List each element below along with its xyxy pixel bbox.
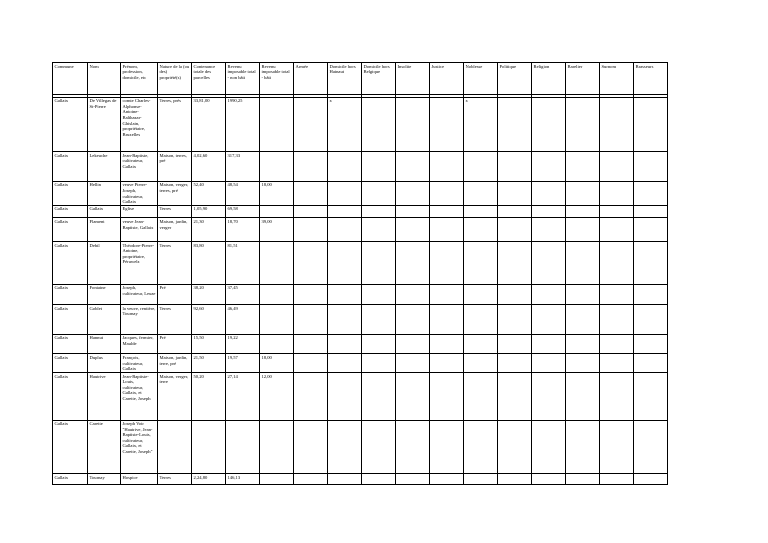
cell-nom: Duplus: [88, 354, 121, 373]
cell-contenance: 21,30: [192, 218, 226, 242]
header-cell: Nature de la (ou des) propriété(s): [158, 63, 192, 95]
cell-rb: [260, 334, 294, 354]
cell-surnom: [600, 218, 634, 242]
cell-justice: [430, 218, 464, 242]
cell-prenom: comte Charles-Alphonse-Antoine-Balthazar-Ghislain, propriétaire, Bruxelles: [121, 97, 158, 152]
cell-commune: Gallaix: [53, 97, 88, 152]
cell-commune: Gallaix: [53, 354, 88, 373]
cell-justice: [430, 284, 464, 305]
cell-rb: 18,00: [260, 181, 294, 205]
cell-politique: [498, 372, 532, 420]
cell-rb: [260, 205, 294, 218]
cell-commune: Gallaix: [53, 205, 88, 218]
table-row: [53, 420, 668, 474]
cell-religion: [532, 152, 566, 182]
cell-surnom: [600, 334, 634, 354]
cell-brasseurs: [634, 284, 668, 305]
cell-rb: [260, 305, 294, 335]
cell-insolite: [396, 241, 430, 284]
cell-commune: Gallaix: [53, 334, 88, 354]
cell-contenance: 2,24,80: [192, 474, 226, 485]
cell-brasseurs: [634, 97, 668, 152]
cell-politique: [498, 354, 532, 373]
cell-nom: Gallaix: [88, 205, 121, 218]
cell-hors-belgique: [362, 205, 396, 218]
header-row: [53, 63, 668, 95]
cell-justice: [430, 205, 464, 218]
cell-armee: [294, 97, 328, 152]
cell-surnom: [600, 420, 634, 474]
cell-contenance: 92,60: [192, 305, 226, 335]
header-cell: Revenu imposable total - non bâti: [226, 63, 260, 95]
cell-prenom: Joseph, cultivateur, Leuze: [121, 284, 158, 305]
cell-religion: [532, 354, 566, 373]
cell-surnom: [600, 241, 634, 284]
table-row: [53, 205, 668, 218]
cell-armee: [294, 181, 328, 205]
cell-brasseurs: [634, 372, 668, 420]
cell-barelier: [566, 284, 600, 305]
cell-hors-belgique: [362, 474, 396, 485]
header-cell: Armée: [294, 63, 328, 95]
cell-contenance: 38,20: [192, 284, 226, 305]
header-cell: Noblesse: [464, 63, 498, 95]
cell-prenom: Eglise: [121, 205, 158, 218]
cell-prenom: Joseph Voir "Hautrive, Jean-Baptiste-Louis, cultivateur, Gallaix, et Carette, Joseph": [121, 420, 158, 474]
cell-nature: Pré: [158, 284, 192, 305]
cell-insolite: [396, 420, 430, 474]
cell-surnom: [600, 284, 634, 305]
table-row: [53, 152, 668, 182]
cell-religion: [532, 372, 566, 420]
cell-commune: Gallaix: [53, 218, 88, 242]
cell-hors-belgique: [362, 241, 396, 284]
cell-brasseurs: [634, 420, 668, 474]
cell-surnom: [600, 474, 634, 485]
cell-contenance: 52,40: [192, 181, 226, 205]
cell-contenance: 1,05,90: [192, 205, 226, 218]
cell-rb: [260, 284, 294, 305]
cell-hors-hainaut: [328, 305, 362, 335]
cell-insolite: [396, 354, 430, 373]
cell-religion: [532, 305, 566, 335]
cell-politique: [498, 474, 532, 485]
cell-insolite: [396, 305, 430, 335]
table-row: [53, 218, 668, 242]
cell-insolite: [396, 152, 430, 182]
cell-noblesse: [464, 420, 498, 474]
header-cell: Prénom, profession, domicile, etc: [121, 63, 158, 95]
cell-rnb: 27,14: [226, 372, 260, 420]
cell-hors-hainaut: [328, 181, 362, 205]
cell-hors-hainaut: [328, 218, 362, 242]
cell-noblesse: [464, 218, 498, 242]
cell-armee: [294, 305, 328, 335]
cell-hors-hainaut: [328, 474, 362, 485]
cell-nature: Maison, terres, pré: [158, 152, 192, 182]
cell-prenom: la veuve, rentière, Tournay: [121, 305, 158, 335]
cell-insolite: [396, 205, 430, 218]
cell-commune: Gallaix: [53, 181, 88, 205]
cell-hors-belgique: [362, 97, 396, 152]
cell-surnom: [600, 305, 634, 335]
cell-prenom: Jacques, fermier, Maulde: [121, 334, 158, 354]
cell-rnb: 48,54: [226, 181, 260, 205]
cell-justice: [430, 305, 464, 335]
cell-politique: [498, 284, 532, 305]
cell-hors-belgique: [362, 181, 396, 205]
cell-armee: [294, 420, 328, 474]
header-cell: Politique: [498, 63, 532, 95]
cell-hors-hainaut: [328, 241, 362, 284]
cell-surnom: [600, 372, 634, 420]
cell-brasseurs: [634, 205, 668, 218]
cell-nom: Fontaine: [88, 284, 121, 305]
cell-nature: Pré: [158, 334, 192, 354]
cell-nature: [158, 420, 192, 474]
cell-barelier: [566, 354, 600, 373]
cell-brasseurs: [634, 334, 668, 354]
cell-justice: [430, 97, 464, 152]
header-cell: Domicile hors Belgique: [362, 63, 396, 95]
cell-hors-hainaut: [328, 152, 362, 182]
cell-armee: [294, 354, 328, 373]
cell-noblesse: [464, 354, 498, 373]
table-row: [53, 474, 668, 485]
cell-politique: [498, 97, 532, 152]
cell-rnb: 1990,25: [226, 97, 260, 152]
cell-hors-hainaut: [328, 205, 362, 218]
cell-barelier: [566, 218, 600, 242]
cell-nature: Terres, prés: [158, 97, 192, 152]
cell-rb: 18,00: [260, 354, 294, 373]
table-row: [53, 372, 668, 420]
cell-politique: [498, 205, 532, 218]
cell-nom: Hannut: [88, 334, 121, 354]
cell-rnb: 18,70: [226, 218, 260, 242]
cell-nom: De Villegas de St-Pierre: [88, 97, 121, 152]
cell-rb: [260, 241, 294, 284]
cell-barelier: [566, 205, 600, 218]
cell-noblesse: [464, 205, 498, 218]
cell-rnb: 69,58: [226, 205, 260, 218]
cell-nom: Flament: [88, 218, 121, 242]
cell-rnb: 19,57: [226, 354, 260, 373]
cell-rnb: 146,13: [226, 474, 260, 485]
cell-rb: 12,00: [260, 372, 294, 420]
cell-nature: Maison, verger, terres, pré: [158, 181, 192, 205]
cell-religion: [532, 181, 566, 205]
cell-surnom: [600, 152, 634, 182]
cell-religion: [532, 97, 566, 152]
cell-armee: [294, 241, 328, 284]
cell-barelier: [566, 305, 600, 335]
cell-hors-hainaut: [328, 334, 362, 354]
header-cell: Insolite: [396, 63, 430, 95]
cell-justice: [430, 181, 464, 205]
cell-armee: [294, 152, 328, 182]
cell-noblesse: [464, 152, 498, 182]
header-cell: Nom: [88, 63, 121, 95]
cell-nature: Maison, jardin, verger: [158, 218, 192, 242]
cell-rb: [260, 474, 294, 485]
cell-hors-hainaut: x: [328, 97, 362, 152]
cell-nature: Terres: [158, 474, 192, 485]
cell-insolite: [396, 474, 430, 485]
cell-religion: [532, 420, 566, 474]
cell-rnb: 81,51: [226, 241, 260, 284]
cell-hors-hainaut: [328, 420, 362, 474]
cell-religion: [532, 284, 566, 305]
cell-prenom: veuve Pierre-Joseph, cultivateur, Gallaix: [121, 181, 158, 205]
cell-politique: [498, 334, 532, 354]
cell-barelier: [566, 334, 600, 354]
header-cell: Domicile hors Hainaut: [328, 63, 362, 95]
cell-contenance: 21,50: [192, 354, 226, 373]
cell-justice: [430, 334, 464, 354]
table-row: [53, 284, 668, 305]
cell-armee: [294, 334, 328, 354]
cell-brasseurs: [634, 305, 668, 335]
cell-nom: Hautrive: [88, 372, 121, 420]
cell-rb: 39,00: [260, 218, 294, 242]
cell-brasseurs: [634, 218, 668, 242]
cell-nom: Goblet: [88, 305, 121, 335]
cell-justice: [430, 420, 464, 474]
cell-contenance: 50,20: [192, 372, 226, 420]
cell-religion: [532, 218, 566, 242]
cell-barelier: [566, 474, 600, 485]
cell-contenance: 83,80: [192, 241, 226, 284]
property-register-table: [52, 62, 668, 485]
cell-nom: Tournay: [88, 474, 121, 485]
cell-politique: [498, 152, 532, 182]
cell-insolite: [396, 372, 430, 420]
cell-barelier: [566, 420, 600, 474]
cell-nature: Maison, jardin, terre, pré: [158, 354, 192, 373]
cell-hors-belgique: [362, 354, 396, 373]
cell-armee: [294, 474, 328, 485]
cell-prenom: François, cultivateur, Gallaix: [121, 354, 158, 373]
cell-nature: Maison, verger, terre: [158, 372, 192, 420]
cell-hors-hainaut: [328, 372, 362, 420]
cell-barelier: [566, 152, 600, 182]
cell-surnom: [600, 181, 634, 205]
cell-armee: [294, 284, 328, 305]
table-row: [53, 241, 668, 284]
cell-contenance: 15,50: [192, 334, 226, 354]
cell-politique: [498, 218, 532, 242]
header-cell: Justice: [430, 63, 464, 95]
header-cell: Barelier: [566, 63, 600, 95]
cell-religion: [532, 334, 566, 354]
cell-brasseurs: [634, 474, 668, 485]
cell-religion: [532, 205, 566, 218]
cell-commune: Gallaix: [53, 284, 88, 305]
cell-nature: Terres: [158, 205, 192, 218]
cell-rnb: 19,22: [226, 334, 260, 354]
cell-noblesse: [464, 372, 498, 420]
cell-noblesse: [464, 334, 498, 354]
cell-prenom: Hospice: [121, 474, 158, 485]
cell-noblesse: [464, 474, 498, 485]
cell-insolite: [396, 334, 430, 354]
table-row: [53, 354, 668, 373]
cell-commune: Gallaix: [53, 474, 88, 485]
cell-barelier: [566, 241, 600, 284]
cell-brasseurs: [634, 241, 668, 284]
cell-nom: Carette: [88, 420, 121, 474]
cell-armee: [294, 372, 328, 420]
cell-hors-belgique: [362, 334, 396, 354]
cell-commune: Gallaix: [53, 305, 88, 335]
cell-commune: Gallaix: [53, 241, 88, 284]
cell-politique: [498, 181, 532, 205]
cell-hors-hainaut: [328, 284, 362, 305]
cell-contenance: 33,81,00: [192, 97, 226, 152]
cell-rnb: 37,45: [226, 284, 260, 305]
cell-hors-belgique: [362, 284, 396, 305]
cell-nom: Hellin: [88, 181, 121, 205]
cell-insolite: [396, 97, 430, 152]
cell-rb: [260, 152, 294, 182]
table-row: [53, 181, 668, 205]
cell-hors-belgique: [362, 152, 396, 182]
cell-insolite: [396, 218, 430, 242]
cell-justice: [430, 372, 464, 420]
cell-insolite: [396, 284, 430, 305]
cell-brasseurs: [634, 354, 668, 373]
cell-commune: Gallaix: [53, 420, 88, 474]
header-cell: Religion: [532, 63, 566, 95]
cell-barelier: [566, 181, 600, 205]
cell-religion: [532, 474, 566, 485]
cell-prenom: Jean-Baptiste, cultivateur, Gallaix: [121, 152, 158, 182]
cell-prenom: Jean-Baptiste-Louis, cultivateur, Gallaix, et Carette, Joseph: [121, 372, 158, 420]
cell-barelier: [566, 372, 600, 420]
cell-prenom: veuve Jean-Baptiste, Gallaix: [121, 218, 158, 242]
cell-insolite: [396, 181, 430, 205]
cell-religion: [532, 241, 566, 284]
cell-hors-belgique: [362, 420, 396, 474]
cell-justice: [430, 152, 464, 182]
table-row: [53, 305, 668, 335]
header-cell: Contenance totale des parcelles: [192, 63, 226, 95]
cell-nom: Debil: [88, 241, 121, 284]
cell-surnom: [600, 205, 634, 218]
cell-politique: [498, 305, 532, 335]
cell-politique: [498, 420, 532, 474]
cell-nature: Terres: [158, 241, 192, 284]
cell-rnb: [226, 420, 260, 474]
cell-brasseurs: [634, 181, 668, 205]
cell-contenance: 4,02,60: [192, 152, 226, 182]
cell-hors-belgique: [362, 218, 396, 242]
cell-rb: [260, 97, 294, 152]
header-cell: Revenu imposable total - bâti: [260, 63, 294, 95]
header-cell: Brasseurs: [634, 63, 668, 95]
header-cell: Surnom: [600, 63, 634, 95]
cell-hors-belgique: [362, 305, 396, 335]
cell-rnb: 317,33: [226, 152, 260, 182]
cell-barelier: [566, 97, 600, 152]
header-cell: Commune: [53, 63, 88, 95]
table-body: [53, 63, 668, 485]
cell-noblesse: [464, 181, 498, 205]
cell-commune: Gallaix: [53, 152, 88, 182]
cell-noblesse: [464, 305, 498, 335]
cell-noblesse: x: [464, 97, 498, 152]
cell-justice: [430, 241, 464, 284]
cell-hors-belgique: [362, 372, 396, 420]
cell-surnom: [600, 97, 634, 152]
cell-rb: [260, 420, 294, 474]
cell-noblesse: [464, 241, 498, 284]
table-row: [53, 334, 668, 354]
cell-nature: Terres: [158, 305, 192, 335]
cell-justice: [430, 354, 464, 373]
cell-surnom: [600, 354, 634, 373]
cell-commune: Gallaix: [53, 372, 88, 420]
cell-brasseurs: [634, 152, 668, 182]
cell-justice: [430, 474, 464, 485]
cell-armee: [294, 218, 328, 242]
cell-noblesse: [464, 284, 498, 305]
cell-armee: [294, 205, 328, 218]
cell-nom: Lekeuche: [88, 152, 121, 182]
cell-hors-hainaut: [328, 354, 362, 373]
cell-rnb: 46,49: [226, 305, 260, 335]
cell-politique: [498, 241, 532, 284]
cell-contenance: [192, 420, 226, 474]
table-row: [53, 97, 668, 152]
cell-prenom: Théodore-Pierre-Antoine, propriétaire, Péruwelz: [121, 241, 158, 284]
